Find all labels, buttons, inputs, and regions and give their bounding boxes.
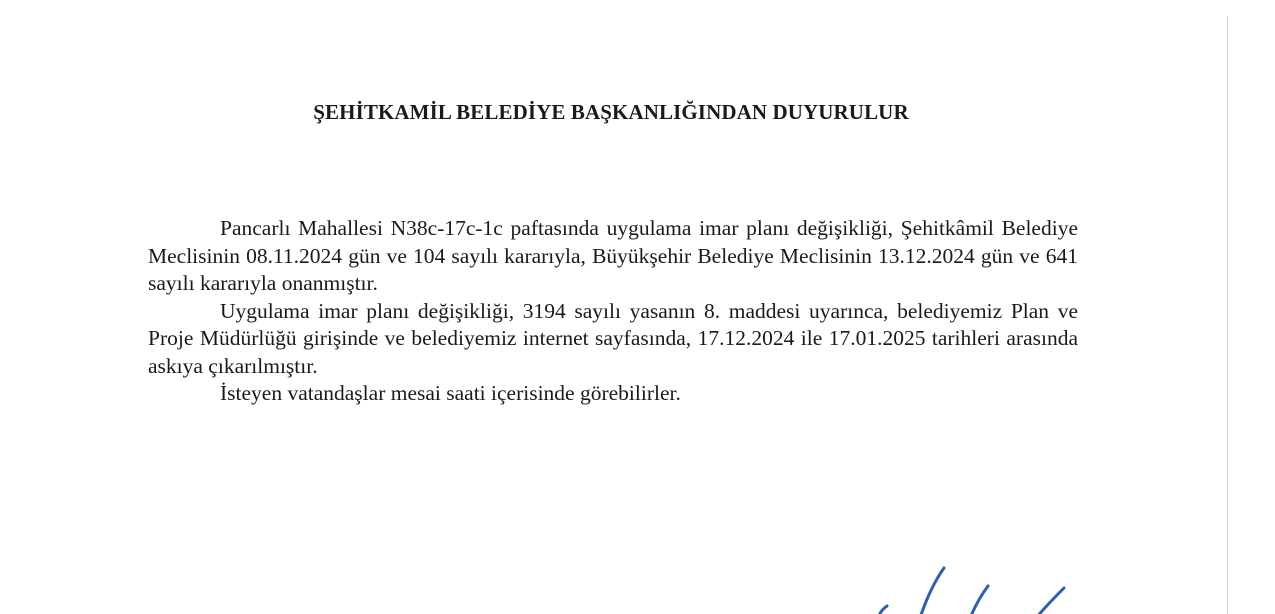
announcement-title: ŞEHİTKAMİL BELEDİYE BAŞKANLIĞINDAN DUYURULUR: [313, 100, 909, 124]
signature-stroke-4: [1036, 588, 1064, 614]
signature-stroke-3: [970, 586, 988, 614]
paragraph-viewing: İsteyen vatandaşlar mesai saati içerisinde görebilirler.: [220, 381, 681, 405]
page-edge-line: [1227, 16, 1228, 614]
paragraph-approval: Pancarlı Mahallesi N38c-17c-1c paftasında uygulama imar planı değişikliği, Şehitkâmil Belediye Meclisinin 08.11.2024 gün ve 104 sayılı kararıyla, Büyükşehir Belediye Meclisinin 13.12.2024 gün ve 641 sayılı kararıyla onanmıştır.: [148, 216, 1078, 295]
announcement-body: [148, 215, 1078, 408]
signature-stroke-1: [878, 606, 887, 614]
signature-stroke-2: [920, 568, 944, 614]
signature-mark: [860, 560, 1090, 614]
paragraph-posting: Uygulama imar planı değişikliği, 3194 sayılı yasanın 8. maddesi uyarınca, belediyemiz Plan ve Proje Müdürlüğü girişinde ve belediyemiz internet sayfasında, 17.12.2024 ile 17.01.2025 tarihleri arasında askıya çıkarılmıştır.: [148, 298, 1078, 378]
